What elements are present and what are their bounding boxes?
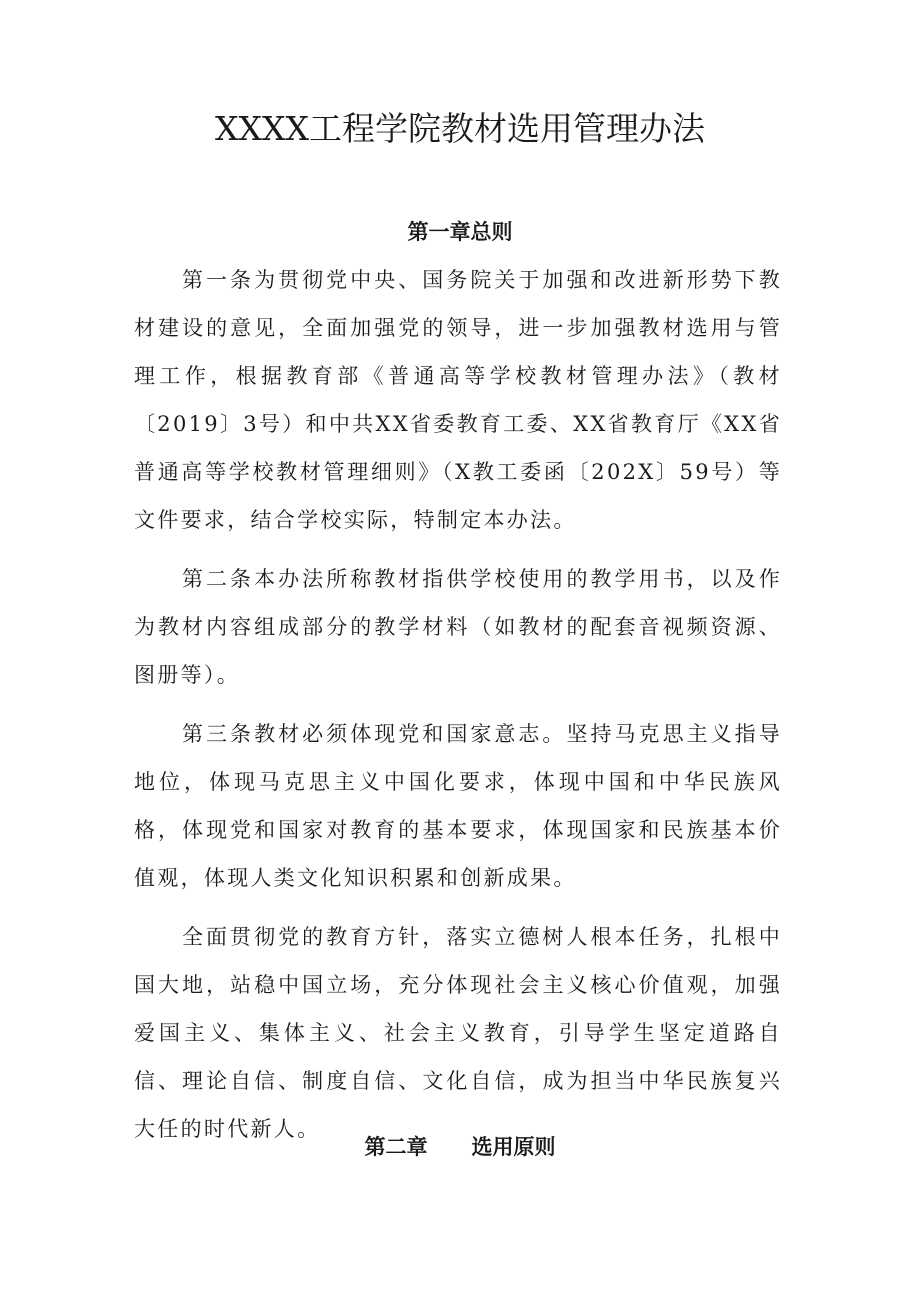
paragraph-article-1: 第一条为贯彻党中央、国务院关于加强和改进新形势下教材建设的意见，全面加强党的领导，进一步加强教材选用与管理工作，根据教育部《普通高等学校教材管理办法》（教材〔2019〕3号）和中共XX省委教育工委、XX省教育厅《XX省普通高等学校教材管理细则》（X教工委函〔202X〕59号）等文件要求，结合学校实际，特制定本办法。 <box>134 268 782 532</box>
paragraph-article-3-cont: 全面贯彻党的教育方针，落实立德树人根本任务，扎根中国大地，站稳中国立场，充分体现社会主义核心价值观，加强爱国主义、集体主义、社会主义教育，引导学生坚定道路自信、理论自信、制度自信、文化自信，成为担当中华民族复兴大任的时代新人。 <box>134 925 782 1141</box>
chapter-2-number: 第二章 <box>364 1135 428 1159</box>
chapter-heading-1: 第一章总则 <box>407 220 513 244</box>
paragraph-article-3: 第三条教材必须体现党和国家意志。坚持马克思主义指导地位，体现马克思主义中国化要求，体现中国和中华民族风格，体现党和国家对教育的基本要求，体现国家和民族基本价值观，体现人类文化知识积累和创新成果。 <box>134 722 782 890</box>
chapter-2-title: 选用原则 <box>471 1135 556 1159</box>
paragraph-article-2: 第二条本办法所称教材指供学校使用的教学用书，以及作为教材内容组成部分的教学材料（如教材的配套音视频资源、图册等）。 <box>134 567 782 687</box>
document-title: XXXX工程学院教材选用管理办法 <box>215 109 705 148</box>
chapter-heading-2 <box>0 1130 920 1164</box>
document-body <box>134 256 782 1164</box>
